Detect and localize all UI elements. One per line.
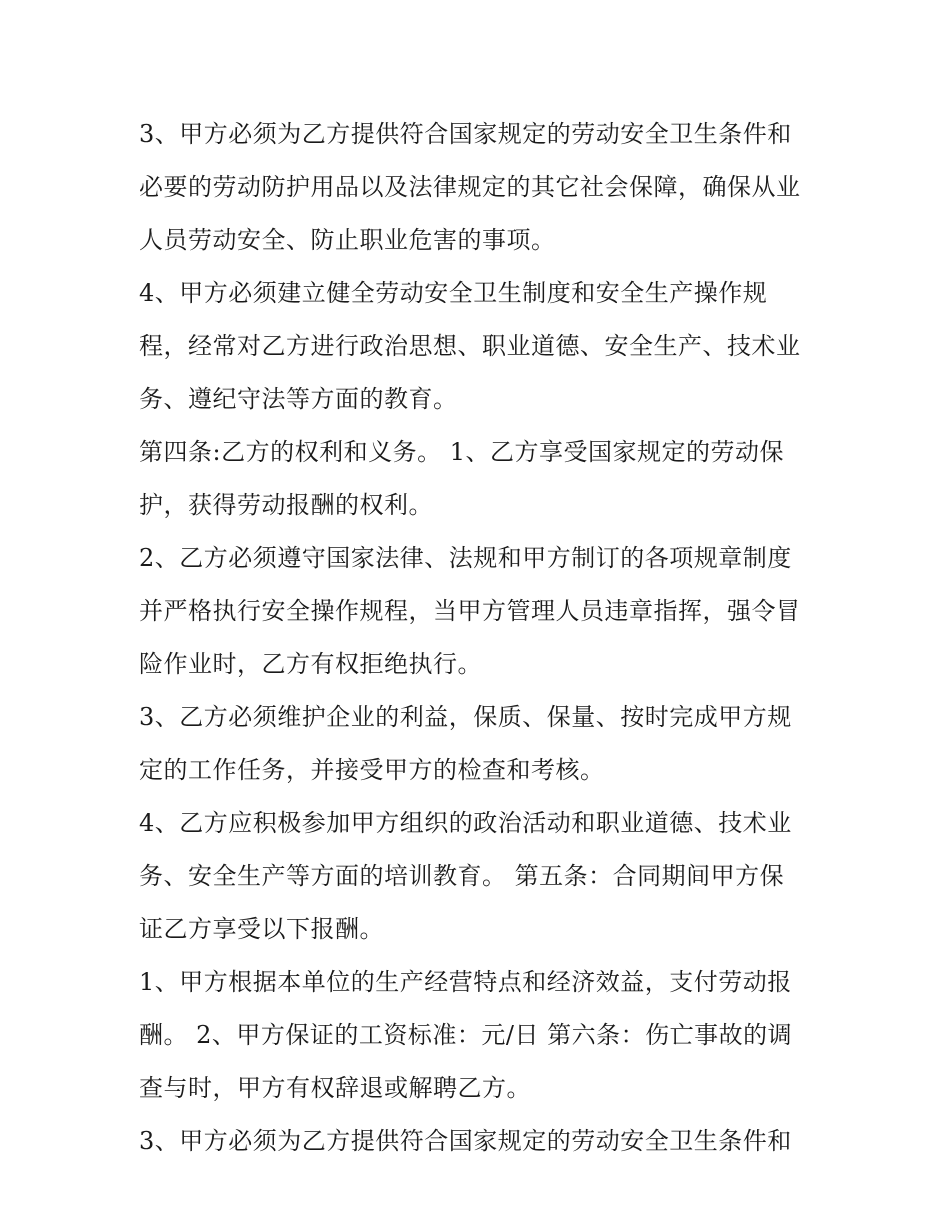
text-line: 2、乙方必须遵守国家法律、法规和甲方制订的各项规章制度 (139, 544, 792, 572)
text-line: 3、甲方必须为乙方提供符合国家规定的劳动安全卫生条件和 (139, 120, 792, 148)
text-line: 并严格执行安全操作规程，当甲方管理人员违章指挥，强令冒 (139, 597, 801, 625)
paragraph (139, 956, 819, 1115)
text-line: 酬。 2、甲方保证的工资标准：元/日 第六条：伤亡事故的调 (139, 1021, 793, 1049)
text-line: 护，获得劳动报酬的权利。 (139, 491, 433, 519)
paragraph (139, 797, 819, 956)
text-line: 险作业时，乙方有权拒绝执行。 (139, 650, 482, 678)
paragraph (139, 1115, 819, 1168)
paragraph (139, 532, 819, 691)
text-line: 1、甲方根据本单位的生产经营特点和经济效益，支付劳动报 (139, 968, 792, 996)
paragraph (139, 426, 819, 532)
paragraph (139, 267, 819, 426)
text-line: 证乙方享受以下报酬。 (139, 915, 384, 943)
text-line: 4、乙方应积极参加甲方组织的政治活动和职业道德、技术业 (139, 809, 792, 837)
text-line: 务、遵纪守法等方面的教育。 (139, 385, 458, 413)
text-line: 程，经常对乙方进行政治思想、职业道德、安全生产、技术业 (139, 332, 801, 360)
document-body (139, 108, 819, 1168)
paragraph (139, 691, 819, 797)
text-line: 务、安全生产等方面的培训教育。 第五条：合同期间甲方保 (139, 862, 785, 890)
text-line: 必要的劳动防护用品以及法律规定的其它社会保障，确保从业 (139, 173, 801, 201)
text-line: 3、甲方必须为乙方提供符合国家规定的劳动安全卫生条件和 (139, 1127, 792, 1155)
text-line: 第四条:乙方的权利和义务。 1、乙方享受国家规定的劳动保 (139, 438, 784, 466)
paragraph (139, 108, 819, 267)
text-line: 查与时，甲方有权辞退或解聘乙方。 (139, 1074, 531, 1102)
text-line: 人员劳动安全、防止职业危害的事项。 (139, 226, 556, 254)
text-line: 定的工作任务，并接受甲方的检查和考核。 (139, 756, 605, 784)
text-line: 4、甲方必须建立健全劳动安全卫生制度和安全生产操作规 (139, 279, 768, 307)
text-line: 3、乙方必须维护企业的利益，保质、保量、按时完成甲方规 (139, 703, 792, 731)
